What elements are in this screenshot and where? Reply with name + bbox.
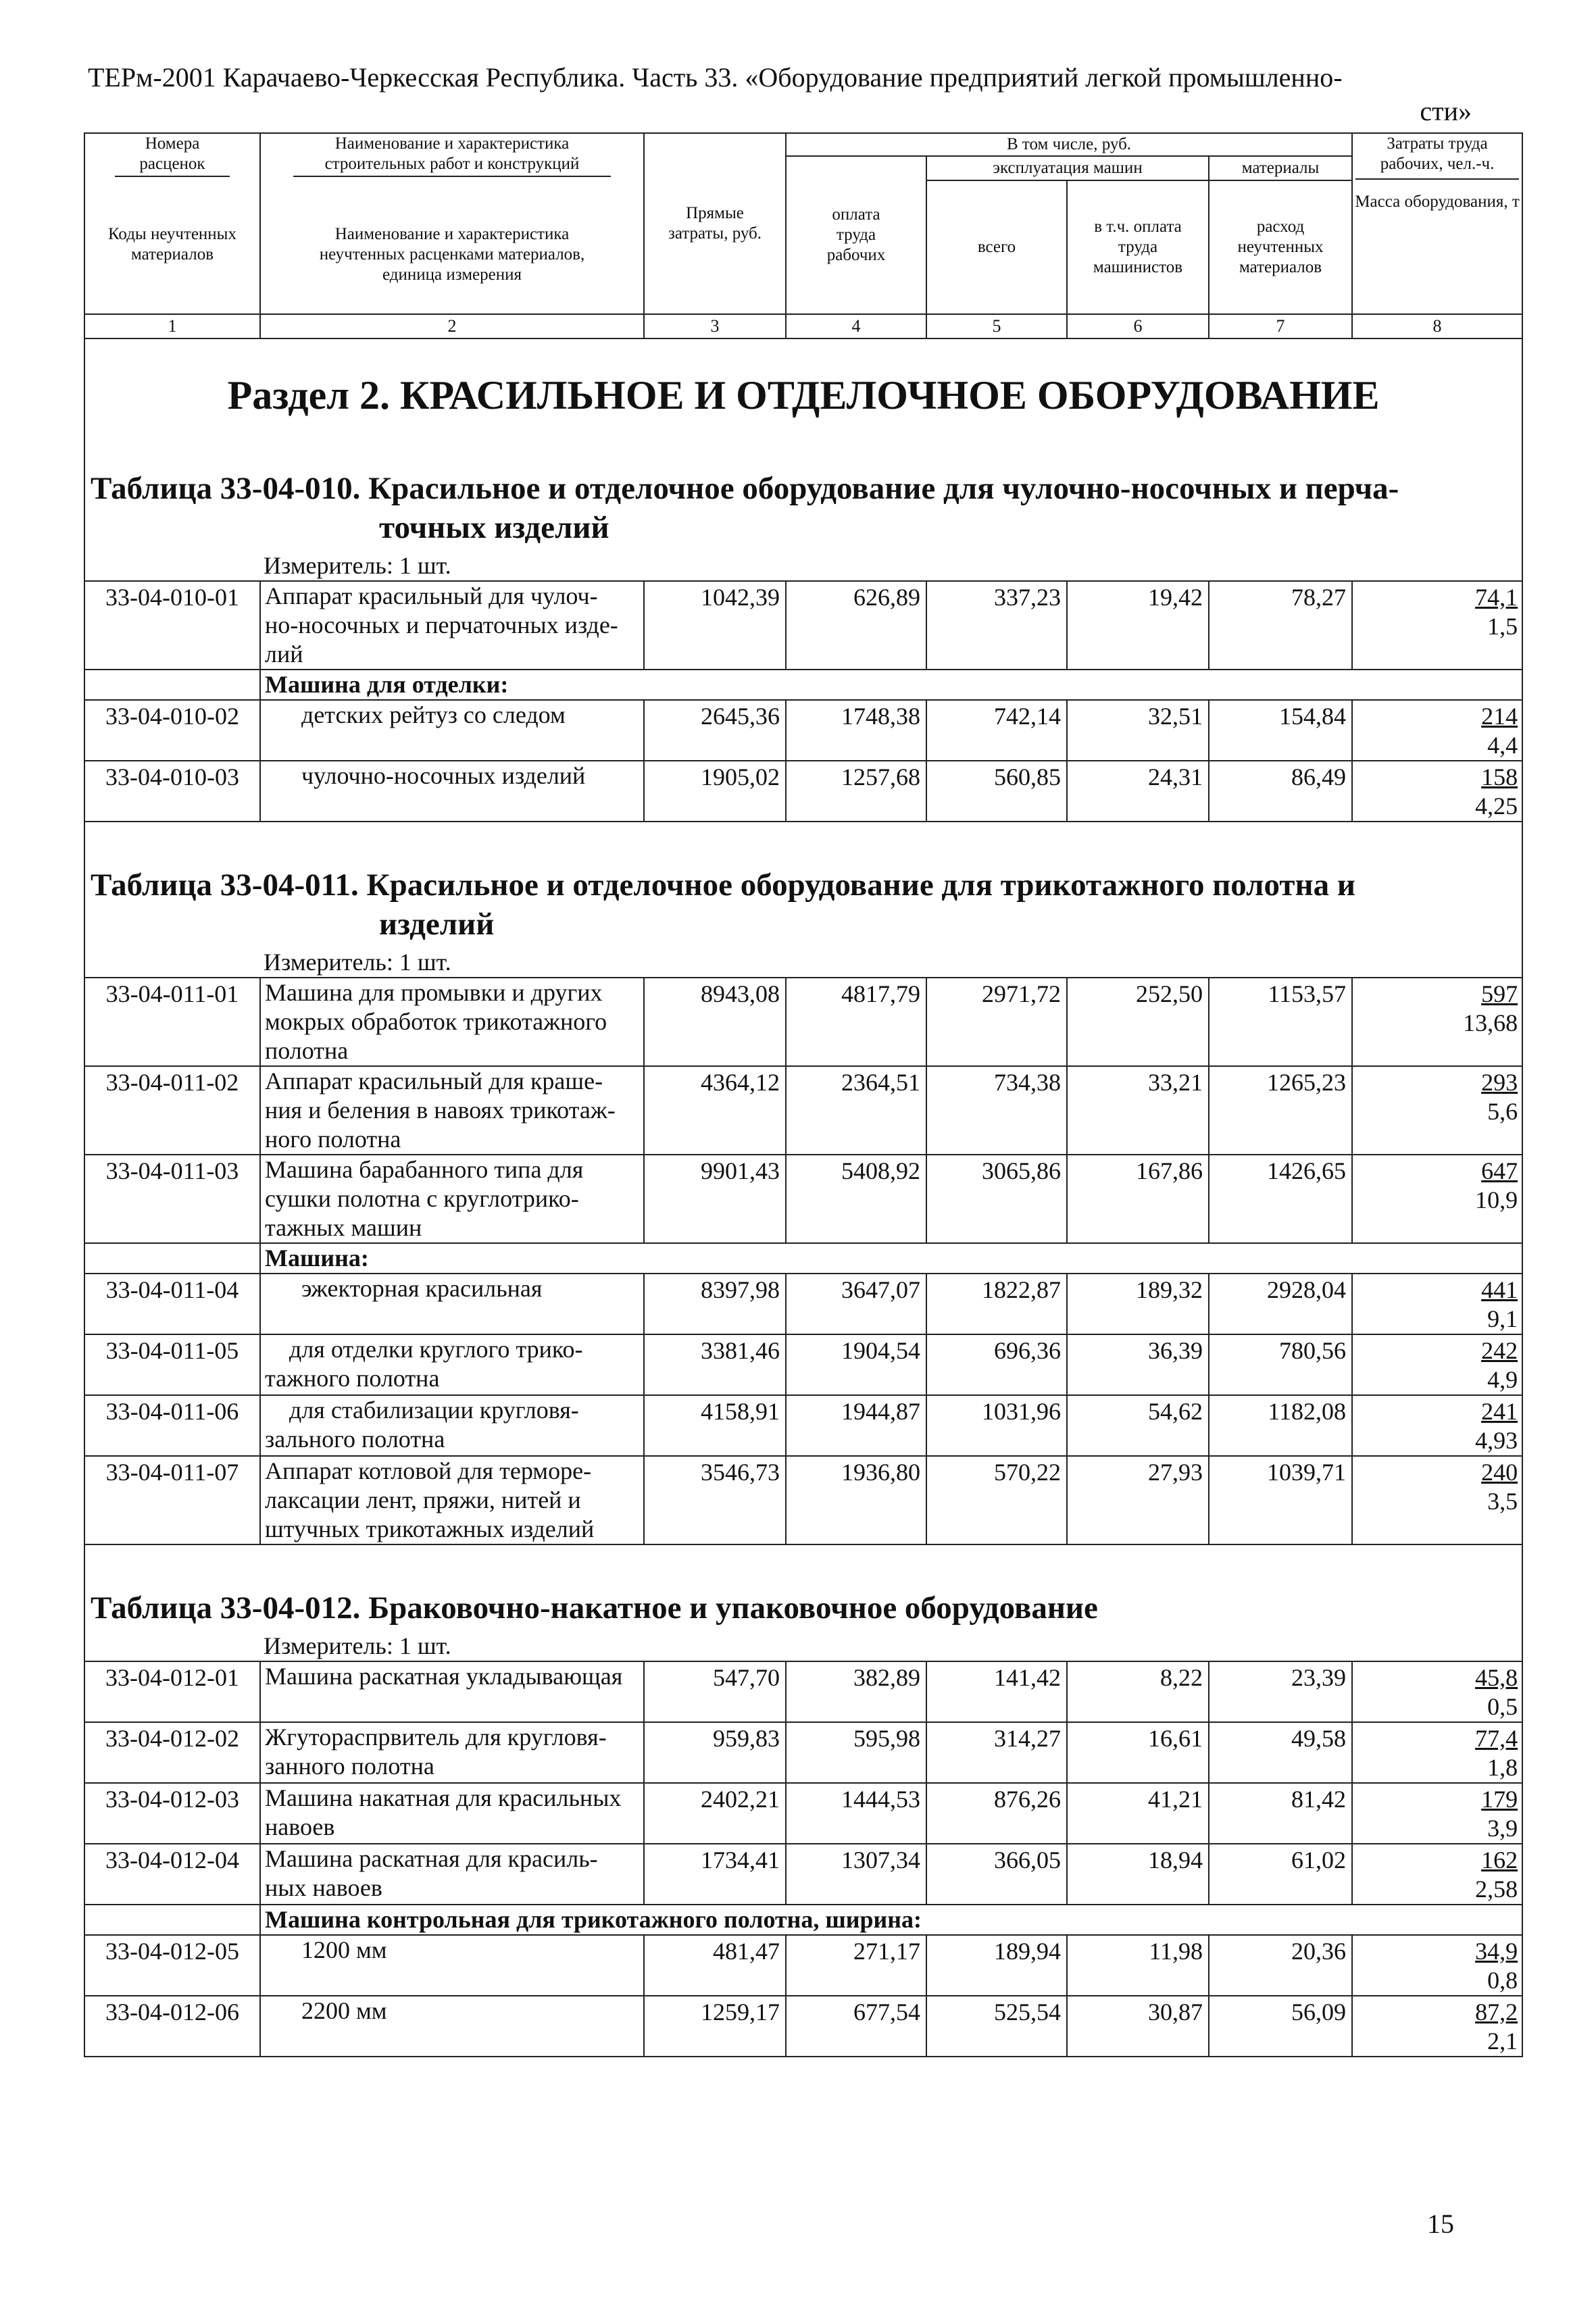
rate-code: 33-04-011-03 — [84, 1155, 260, 1243]
labor-hours: 77,4 — [1475, 1725, 1518, 1752]
materials-header: материалы — [1209, 156, 1352, 180]
work-name-line: для стабилизации кругловя- — [265, 1397, 579, 1424]
group-label: Машина: — [260, 1243, 1522, 1274]
work-name-line: Машина раскатная для красиль- — [265, 1845, 598, 1872]
labor-mass-cell — [1352, 1274, 1522, 1334]
table-row — [84, 581, 1522, 670]
work-name — [260, 1334, 644, 1395]
rate-code: 33-04-010-02 — [84, 700, 260, 761]
col-index-1: 1 — [84, 314, 260, 338]
table-row — [84, 1844, 1522, 1905]
value-mach-total: 1031,96 — [926, 1395, 1067, 1456]
value-materials: 154,84 — [1209, 700, 1352, 761]
table-meter: Измеритель: 1 шт. — [84, 551, 1522, 581]
value-labor-pay: 4817,79 — [786, 978, 926, 1066]
table-title — [84, 1576, 1522, 1632]
work-name — [260, 581, 644, 670]
value-direct: 2402,21 — [644, 1783, 786, 1844]
table-title-line-2: точных изделий — [379, 510, 609, 545]
value-direct: 1042,39 — [644, 581, 786, 670]
table-row — [84, 1456, 1522, 1544]
value-labor-pay: 1257,68 — [786, 761, 926, 822]
rate-code: 33-04-012-03 — [84, 1783, 260, 1844]
work-name-line: зального полотна — [265, 1426, 445, 1453]
value-direct: 481,47 — [644, 1935, 786, 1996]
value-materials: 1426,65 — [1209, 1155, 1352, 1243]
value-labor-pay: 2364,51 — [786, 1066, 926, 1155]
col-1-top: Номера расценок — [115, 134, 230, 177]
labor-mass-cell — [1352, 1935, 1522, 1996]
col-index-2: 2 — [260, 314, 644, 338]
rate-code: 33-04-011-04 — [84, 1274, 260, 1334]
work-name — [260, 1456, 644, 1544]
value-materials: 81,42 — [1209, 1783, 1352, 1844]
work-name-line: эжекторная красильная — [301, 1275, 543, 1302]
value-labor-pay: 1936,80 — [786, 1456, 926, 1544]
value-materials: 86,49 — [1209, 761, 1352, 822]
table-meter: Измеритель: 1 шт. — [84, 1632, 1522, 1661]
table-title-line-1: Таблица 33-04-010. Красильное и отделочное оборудование для чулочно-носочных и перча- — [91, 471, 1399, 506]
value-labor-pay: 1944,87 — [786, 1395, 926, 1456]
value-materials: 1182,08 — [1209, 1395, 1352, 1456]
rate-code: 33-04-011-06 — [84, 1395, 260, 1456]
value-direct: 3381,46 — [644, 1334, 786, 1395]
labor-hours: 45,8 — [1475, 1664, 1518, 1691]
value-direct: 4158,91 — [644, 1395, 786, 1456]
value-materials: 78,27 — [1209, 581, 1352, 670]
labor-hours: 441 — [1481, 1276, 1518, 1303]
equipment-mass: 0,5 — [1487, 1693, 1518, 1720]
equipment-mass: 2,58 — [1475, 1876, 1518, 1903]
value-direct: 1734,41 — [644, 1844, 786, 1905]
value-mach-total: 189,94 — [926, 1935, 1067, 1996]
column-header-table — [84, 132, 1523, 339]
equipment-mass: 4,4 — [1487, 732, 1518, 759]
labor-hours: 34,9 — [1475, 1938, 1518, 1965]
table-row — [84, 1334, 1522, 1395]
value-labor-pay: 382,89 — [786, 1661, 926, 1722]
equipment-mass: 13,68 — [1463, 1009, 1518, 1036]
rate-code: 33-04-012-05 — [84, 1935, 260, 1996]
col-index-5: 5 — [926, 314, 1067, 338]
table-row — [84, 1935, 1522, 1996]
equipment-mass: 9,1 — [1487, 1305, 1518, 1332]
table-row — [84, 1996, 1522, 2057]
table-title — [84, 457, 1522, 551]
work-name-line: Машина для промывки и других — [265, 979, 603, 1006]
labor-hours: 87,2 — [1475, 1998, 1518, 2026]
rate-code: 33-04-012-02 — [84, 1722, 260, 1783]
table-title-line-2: изделий — [379, 907, 495, 942]
work-name-line: тажного полотна — [265, 1365, 440, 1392]
header-line-1: ТЕРм-2001 Карачаево-Черкесская Республика. Часть 33. «Оборудование предприятий легкой промышленно- — [88, 62, 1343, 93]
rates-table — [84, 339, 1523, 2057]
value-direct: 9901,43 — [644, 1155, 786, 1243]
value-labor-pay: 1444,53 — [786, 1783, 926, 1844]
value-direct: 1905,02 — [644, 761, 786, 822]
value-mach-labor: 252,50 — [1067, 978, 1209, 1066]
equipment-mass: 3,5 — [1487, 1488, 1518, 1515]
work-name-line: ния и беления в навоях трикотаж- — [265, 1097, 616, 1124]
work-name-line: Жгутораспрвитель для кругловя- — [265, 1724, 607, 1751]
work-name-line: штучных трикотажных изделий — [265, 1515, 595, 1542]
value-materials: 780,56 — [1209, 1334, 1352, 1395]
document — [84, 132, 1522, 2057]
value-mach-total: 696,36 — [926, 1334, 1067, 1395]
value-direct: 547,70 — [644, 1661, 786, 1722]
table-row — [84, 1274, 1522, 1334]
labor-mass-cell — [1352, 1395, 1522, 1456]
labor-hours: 74,1 — [1475, 584, 1518, 611]
work-name — [260, 1661, 644, 1722]
value-mach-total: 2971,72 — [926, 978, 1067, 1066]
value-materials: 23,39 — [1209, 1661, 1352, 1722]
equipment-mass: 2,1 — [1487, 2028, 1518, 2055]
group-header: В том числе, руб. — [786, 133, 1352, 156]
value-materials: 1265,23 — [1209, 1066, 1352, 1155]
labor-hours: 158 — [1481, 763, 1518, 790]
work-name-line: Аппарат красильный для краше- — [265, 1067, 603, 1095]
col-index-4: 4 — [786, 314, 926, 338]
col-index-6: 6 — [1067, 314, 1209, 338]
work-name-line: Машина барабанного типа для — [265, 1156, 584, 1183]
work-name — [260, 1155, 644, 1243]
table-title-line-1: Таблица 33-04-011. Красильное и отделочное оборудование для трикотажного полотна и — [91, 867, 1355, 903]
equipment-mass: 10,9 — [1475, 1186, 1518, 1213]
work-name — [260, 761, 644, 822]
work-name — [260, 1395, 644, 1456]
labor-mass-cell — [1352, 1783, 1522, 1844]
work-name — [260, 1935, 644, 1996]
work-name-line: 1200 мм — [301, 1936, 387, 1963]
col-3-header: Прямые затраты, руб. — [644, 133, 786, 314]
header-line-2: сти» — [1420, 96, 1472, 126]
work-name-line: полотна — [265, 1037, 349, 1064]
value-mach-total: 876,26 — [926, 1783, 1067, 1844]
value-labor-pay: 1307,34 — [786, 1844, 926, 1905]
work-name-line: лаксации лент, пряжи, нитей и — [265, 1486, 581, 1513]
labor-mass-cell — [1352, 1996, 1522, 2057]
equipment-mass: 1,8 — [1487, 1754, 1518, 1781]
labor-mass-cell — [1352, 978, 1522, 1066]
rate-code: 33-04-012-01 — [84, 1661, 260, 1722]
labor-hours: 647 — [1481, 1157, 1518, 1184]
table-row — [84, 700, 1522, 761]
work-name — [260, 1844, 644, 1905]
group-label: Машина контрольная для трикотажного полотна, ширина: — [260, 1905, 1522, 1935]
work-name — [260, 1783, 644, 1844]
equipment-mass: 4,25 — [1475, 793, 1518, 820]
labor-hours: 597 — [1481, 980, 1518, 1007]
value-materials: 20,36 — [1209, 1935, 1352, 1996]
value-mach-labor: 11,98 — [1067, 1935, 1209, 1996]
rate-code: 33-04-012-06 — [84, 1996, 260, 2057]
work-name-line: Машина накатная для красильных — [265, 1784, 622, 1811]
equipment-mass: 1,5 — [1487, 613, 1518, 640]
work-name-line: навоев — [265, 1813, 335, 1840]
value-direct: 8943,08 — [644, 978, 786, 1066]
labor-hours: 241 — [1481, 1398, 1518, 1425]
value-mach-labor: 167,86 — [1067, 1155, 1209, 1243]
value-mach-labor: 24,31 — [1067, 761, 1209, 822]
value-mach-total: 742,14 — [926, 700, 1067, 761]
work-name-line: чулочно-носочных изделий — [301, 762, 586, 789]
labor-hours: 242 — [1481, 1337, 1518, 1364]
labor-mass-cell — [1352, 1066, 1522, 1155]
value-mach-total: 525,54 — [926, 1996, 1067, 2057]
value-direct: 8397,98 — [644, 1274, 786, 1334]
value-mach-labor: 30,87 — [1067, 1996, 1209, 2057]
value-mach-labor: 19,42 — [1067, 581, 1209, 670]
value-mach-total: 1822,87 — [926, 1274, 1067, 1334]
labor-mass-cell — [1352, 1334, 1522, 1395]
col-7-header: расход неучтенных материалов — [1209, 180, 1352, 314]
col-2-top: Наименование и характеристика строительных работ и конструкций — [293, 134, 611, 177]
value-mach-total: 734,38 — [926, 1066, 1067, 1155]
group-label: Машина для отделки: — [260, 670, 1522, 700]
table-row — [84, 978, 1522, 1066]
value-mach-labor: 18,94 — [1067, 1844, 1209, 1905]
value-labor-pay: 626,89 — [786, 581, 926, 670]
labor-mass-cell — [1352, 761, 1522, 822]
work-name-line: 2200 мм — [301, 1997, 387, 2024]
rate-code: 33-04-011-02 — [84, 1066, 260, 1155]
work-name-line: детских рейтуз со следом — [301, 701, 566, 728]
work-name-line: Аппарат котловой для терморе- — [265, 1457, 592, 1484]
group-blank — [84, 670, 260, 700]
work-name — [260, 1066, 644, 1155]
value-labor-pay: 271,17 — [786, 1935, 926, 1996]
value-mach-total: 141,42 — [926, 1661, 1067, 1722]
col-1-header — [84, 133, 260, 314]
work-name-line: ного полотна — [265, 1126, 401, 1153]
labor-hours: 293 — [1481, 1069, 1518, 1096]
value-mach-total: 337,23 — [926, 581, 1067, 670]
value-mach-labor: 27,93 — [1067, 1456, 1209, 1544]
value-mach-labor: 36,39 — [1067, 1334, 1209, 1395]
value-materials: 56,09 — [1209, 1996, 1352, 2057]
equipment-mass: 0,8 — [1487, 1967, 1518, 1994]
value-labor-pay: 595,98 — [786, 1722, 926, 1783]
work-name — [260, 978, 644, 1066]
value-direct: 1259,17 — [644, 1996, 786, 2057]
work-name — [260, 1274, 644, 1334]
value-mach-total: 314,27 — [926, 1722, 1067, 1783]
equipment-mass: 4,93 — [1475, 1427, 1518, 1454]
value-labor-pay: 5408,92 — [786, 1155, 926, 1243]
value-materials: 1039,71 — [1209, 1456, 1352, 1544]
col-5-header: всего — [926, 180, 1067, 314]
col-2-header — [260, 133, 644, 314]
group-blank — [84, 1905, 260, 1935]
col-8-bottom: Масса оборудования, т — [1355, 193, 1520, 211]
labor-mass-cell — [1352, 1456, 1522, 1544]
work-name — [260, 1996, 644, 2057]
value-direct: 959,83 — [644, 1722, 786, 1783]
col-1-bottom: Коды неучтенных материалов — [108, 225, 236, 263]
table-title — [84, 853, 1522, 948]
work-name-line: Аппарат красильный для чулоч- — [265, 582, 598, 609]
labor-mass-cell — [1352, 1844, 1522, 1905]
work-name — [260, 1722, 644, 1783]
table-spacer — [84, 1544, 1522, 1576]
value-materials: 61,02 — [1209, 1844, 1352, 1905]
col-6-header: в т.ч. оплата труда машинистов — [1067, 180, 1209, 314]
work-name — [260, 700, 644, 761]
table-row — [84, 1395, 1522, 1456]
rate-code: 33-04-010-03 — [84, 761, 260, 822]
value-mach-labor: 54,62 — [1067, 1395, 1209, 1456]
value-mach-total: 570,22 — [926, 1456, 1067, 1544]
labor-hours: 179 — [1481, 1786, 1518, 1813]
table-meter: Измеритель: 1 шт. — [84, 948, 1522, 978]
equipment-mass: 3,9 — [1487, 1815, 1518, 1842]
labor-mass-cell — [1352, 1722, 1522, 1783]
value-mach-labor: 16,61 — [1067, 1722, 1209, 1783]
group-blank — [84, 1243, 260, 1274]
value-mach-total: 3065,86 — [926, 1155, 1067, 1243]
table-row — [84, 1066, 1522, 1155]
labor-hours: 162 — [1481, 1846, 1518, 1873]
value-materials: 49,58 — [1209, 1722, 1352, 1783]
value-mach-labor: 189,32 — [1067, 1274, 1209, 1334]
work-name-line: мокрых обработок трикотажного — [265, 1008, 607, 1035]
table-row — [84, 1722, 1522, 1783]
col-2-bottom: Наименование и характеристика неучтенных расценками материалов, единица измерения — [319, 225, 585, 284]
work-name-line: ных навоев — [265, 1874, 382, 1901]
value-mach-total: 366,05 — [926, 1844, 1067, 1905]
labor-mass-cell — [1352, 1155, 1522, 1243]
value-mach-labor: 32,51 — [1067, 700, 1209, 761]
work-name-line: тажных машин — [265, 1214, 422, 1241]
value-labor-pay: 1904,54 — [786, 1334, 926, 1395]
value-labor-pay: 1748,38 — [786, 700, 926, 761]
col-index-7: 7 — [1209, 314, 1352, 338]
col-index-3: 3 — [644, 314, 786, 338]
value-mach-total: 560,85 — [926, 761, 1067, 822]
equipment-mass: 5,6 — [1487, 1098, 1518, 1125]
table-row — [84, 1661, 1522, 1722]
value-labor-pay: 3647,07 — [786, 1274, 926, 1334]
page-number: 15 — [1427, 2209, 1454, 2239]
table-row — [84, 761, 1522, 822]
value-materials: 1153,57 — [1209, 978, 1352, 1066]
col-8-header — [1352, 133, 1522, 314]
work-name-line: но-носочных и перчаточных изде- — [265, 611, 618, 638]
rate-code: 33-04-011-01 — [84, 978, 260, 1066]
value-mach-labor: 8,22 — [1067, 1661, 1209, 1722]
labor-mass-cell — [1352, 581, 1522, 670]
value-direct: 3546,73 — [644, 1456, 786, 1544]
rate-code: 33-04-011-05 — [84, 1334, 260, 1395]
labor-mass-cell — [1352, 1661, 1522, 1722]
work-name-line: занного полотна — [265, 1753, 434, 1780]
table-row — [84, 1783, 1522, 1844]
value-direct: 2645,36 — [644, 700, 786, 761]
page-header — [88, 61, 1514, 128]
section-title: Раздел 2. КРАСИЛЬНОЕ И ОТДЕЛОЧНОЕ ОБОРУДОВАНИЕ — [84, 339, 1522, 457]
labor-mass-cell — [1352, 700, 1522, 761]
rate-code: 33-04-012-04 — [84, 1844, 260, 1905]
rate-code: 33-04-011-07 — [84, 1456, 260, 1544]
work-name-line: Машина раскатная укладывающая — [265, 1663, 623, 1690]
work-name-line: сушки полотна с круглотрико- — [265, 1185, 579, 1212]
value-mach-labor: 33,21 — [1067, 1066, 1209, 1155]
table-row — [84, 1155, 1522, 1243]
work-name-line: лий — [265, 640, 303, 668]
col-index-8: 8 — [1352, 314, 1522, 338]
value-labor-pay: 677,54 — [786, 1996, 926, 2057]
col-4-header: оплата труда рабочих — [786, 156, 926, 314]
col-8-top: Затраты труда рабочих, чел.-ч. — [1355, 134, 1519, 180]
rate-code: 33-04-010-01 — [84, 581, 260, 670]
table-spacer — [84, 822, 1522, 853]
value-direct: 4364,12 — [644, 1066, 786, 1155]
value-mach-labor: 41,21 — [1067, 1783, 1209, 1844]
labor-hours: 240 — [1481, 1459, 1518, 1486]
equipment-mass: 4,9 — [1487, 1366, 1518, 1393]
exploit-header: эксплуатация машин — [926, 156, 1209, 180]
value-materials: 2928,04 — [1209, 1274, 1352, 1334]
work-name-line: для отделки круглого трико- — [265, 1336, 583, 1363]
table-title-line-1: Таблица 33-04-012. Браковочно-накатное и упаковочное оборудование — [91, 1590, 1098, 1626]
labor-hours: 214 — [1481, 703, 1518, 730]
